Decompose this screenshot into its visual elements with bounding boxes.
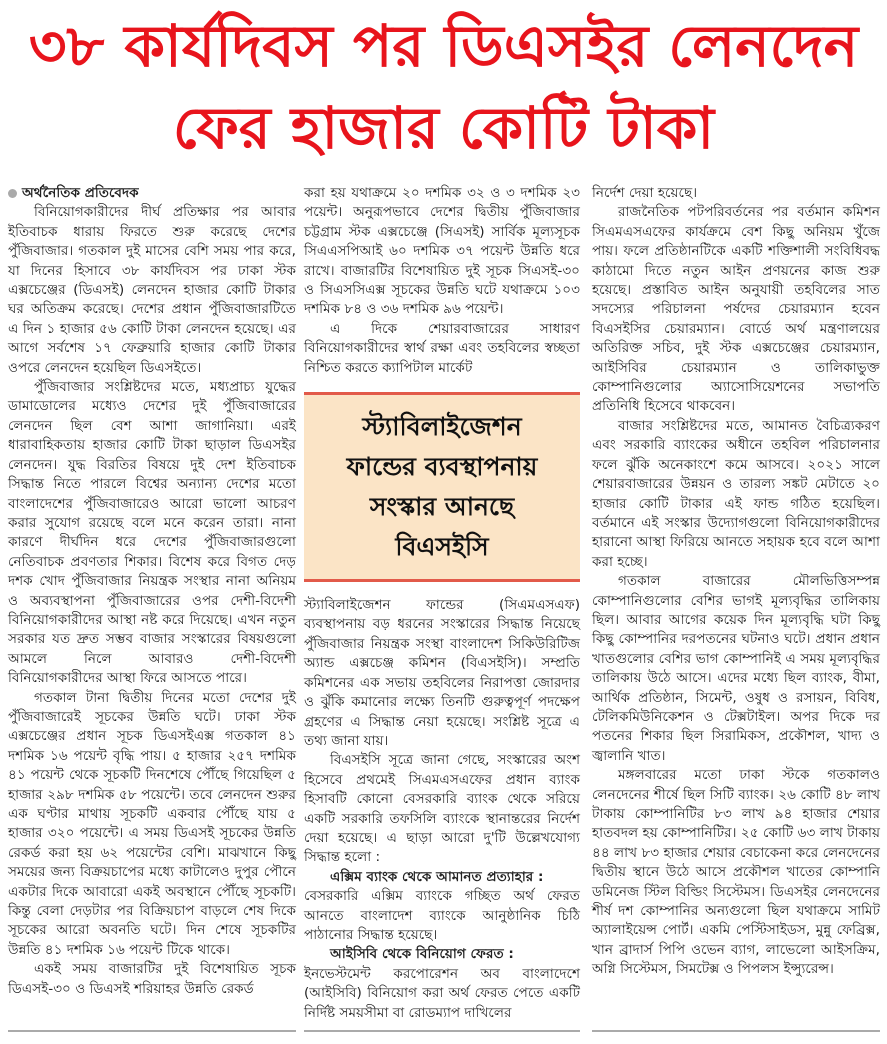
article-column-3	[592, 184, 880, 980]
pull-quote-line: সংস্কার আনছে	[369, 492, 515, 522]
paragraph: রাজনৈতিক পটপরিবর্তনের পর বর্তমান কমিশন সিএমএসএফের কার্যক্রমে বেশ কিছু অনিয়ম খুঁজে পায়। ফলে প্রতিষ্ঠানটিকে একটি শক্তিশালী সংবিধিবদ্ধ কাঠামো দিতে নতুন আইন প্রণয়নের কাজ শুরু হয়েছে। প্রস্তাবিত আইন অনুযায়ী তহবিলের সাত সদস্যের পরিচালনা পর্ষদের চেয়ারম্যান হবেন বিএসইসির চেয়ারম্যান। বোর্ডে অর্থ মন্ত্রণালয়ের অতিরিক্ত সচিব, দুই স্টক এক্সচেঞ্জের চেয়ারম্যান, আইসিবির চেয়ারম্যান ও তালিকাভুক্ত কোম্পানিগুলোর অ্যাসোসিয়েশনের সভাপতি প্রতিনিধি হিসেবে থাকবেন।	[592, 204, 880, 415]
subheading: আইসিবি থেকে বিনিয়োগ ফেরত :	[330, 946, 514, 963]
byline	[8, 184, 296, 203]
paragraph: নির্দেশ দেয়া হয়েছে।	[592, 185, 698, 201]
pull-quote-line: বিএসইসি	[395, 532, 489, 562]
pull-quote-line: স্ট্যাবিলাইজেশন	[362, 412, 522, 442]
paragraph: গতকাল বাজারের মৌলভিত্তিসম্পন্ন কোম্পানিগুলোর বেশির ভাগই মূল্যবৃদ্ধির তালিকায় ছিল। আবার আগের কয়েক দিন মূল্যবৃদ্ধি ঘটা কিছু কিছু কোম্পানির দরপতনের ঘটনাও ঘটে। প্রধান প্রধান খাতগুলোর বেশির ভাগ কোম্পানিই এ সময় মূল্যবৃদ্ধির তালিকায় উঠে আসে। এদের মধ্যে ছিল ব্যাংক, বীমা, আর্থিক প্রতিষ্ঠান, সিমেন্ট, ওষুধ ও রসায়ন, বিবিধ, টেলিকমিউনিকেশন ও টেক্সটাইল। অপর দিকে দর পতনের শিকার ছিল সিরামিকস, প্রকৌশল, খাদ্য ও জ্বালানি খাত।	[592, 573, 880, 764]
headline-line-1: ৩৮ কার্যদিবস পর ডিএসইর লেনদেন	[28, 12, 859, 80]
paragraph: বিনিয়োগকারীদের দীর্ঘ প্রতিক্ষার পর আবার ইতিবাচক ধারায় ফিরতে শুরু করেছে দেশের পুঁজিবাজার। গতকাল দুই মাসের বেশি সময় পার করে, যা দিনের হিসাবে ৩৮ কার্যদিবস পর ঢাকা স্টক এক্সচেঞ্জের (ডিএসই) লেনদেন হাজার কোটি টাকার ঘর অতিক্রম করেছে। দেশের প্রধান পুঁজিবাজারটিতে এ দিন ১ হাজার ৫৬ কোটি টাকা লেনদেন হয়েছে। এর আগে সর্বশেষ ১৭ ফেব্রুয়ারি হাজার কোটি টাকার ওপরে লেনদেন হয়েছিল ডিএসইতে।	[8, 204, 296, 376]
subheading: এক্সিম ব্যাংক থেকে আমানত প্রত্যাহার :	[330, 868, 544, 885]
paragraph: এ দিকে শেয়ারবাজারের সাধারণ বিনিয়োগকারীদের স্বার্থ রক্ষা এবং তহবিলের স্বচ্ছতা নিশ্চিত করতে ক্যাপিটাল মার্কেট	[304, 320, 580, 376]
paragraph: করা হয় যথাক্রমে ২০ দশমিক ৩২ ও ৩ দশমিক ২৩ পয়েন্ট। অনুরূপভাবে দেশের দ্বিতীয় পুঁজিবাজার চট্টগ্রাম স্টক এক্সচেঞ্জে (সিএসই) সার্বিক মূল্যসূচক সিএএসপিআই ৬০ দশমিক ৩৭ পয়েন্ট উন্নতি ধরে রাখে। বাজারটির বিশেষায়িত দুই সূচক সিএসই-৩০ ও সিএসসিএক্স সূচকের উন্নতি ঘটে যথাক্রমে ১০৩ দশমিক ৮৪ ও ৩৬ দশমিক ৯৬ পয়েন্ট।	[304, 185, 580, 318]
paragraph: একই সময় বাজারটির দুই বিশেষায়িত সূচক ডিএসই-৩০ ও ডিএসই শরিয়াহর উন্নতি রেকর্ড	[8, 961, 296, 997]
column-rule	[8, 1030, 296, 1032]
paragraph: বেসরকারি এক্সিম ব্যাংকে গচ্ছিত অর্থ ফেরত আনতে বাংলাদেশ ব্যাংকে আনুষ্ঠানিক চিঠি পাঠানোর সিদ্ধান্ত হয়েছে।	[304, 888, 580, 943]
paragraph: পুঁজিবাজার সংশ্লিষ্টদের মতে, মধ্যপ্রাচ্য যুদ্ধের ডামাডোলের মধ্যেও দেশের দুই পুঁজিবাজারের লেনদেন ছিল বেশ আশা জাগানিয়া। এরই ধারাবাহিকতায় হাজার কোটি টাকা ছাড়াল ডিএসইর লেনদেন। যুদ্ধ বিরতির বিষয়ে দুই দেশ ইতিবাচক সিদ্ধান্ত নিতে পারলে বিশ্বের অন্যান্য দেশের মতো বাংলাদেশের পুঁজিবাজারেও আরো ভালো আচরণ করার সুযোগ রয়েছে বলে মনে করেন তারা। নানা কারণে দীর্ঘদিন ধরে দেশের পুঁজিবাজারগুলো নেতিবাচক প্রবণতার শিকার। বিশেষ করে বিগত দেড় দশক খোদ পুঁজিবাজার নিয়ন্ত্রক সংস্থার নানা অনিয়ম ও অব্যবস্থাপনা পুঁজিবাজারের ওপর দেশী-বিদেশী বিনিয়োগকারীদের আস্থা নষ্ট করে দিয়েছে। এখন নতুন সরকার যত দ্রুত সম্ভব বাজার সংস্কারের বিষয়গুলো আমলে নিলে আবারও দেশী-বিদেশী বিনিয়োগকারীদের আস্থা ফিরে আসতে পারে।	[8, 379, 296, 687]
bullet-icon	[8, 189, 17, 198]
article-column-2	[304, 184, 580, 1023]
paragraph: গতকাল টানা দ্বিতীয় দিনের মতো দেশের দুই পুঁজিবাজারেই সূচকের উন্নতি ঘটে। ঢাকা স্টক এক্সচেঞ্জের প্রধান সূচক ডিএসইএক্স গতকাল ৪১ দশমিক ১৬ পয়েন্ট বৃদ্ধি পায়। ৫ হাজার ২৫৭ দশমিক ৪১ পয়েন্ট থেকে সূচকটি দিনশেষে পৌঁছে গিয়েছিল ৫ হাজার ২৯৮ দশমিক ৫৮ পয়েন্টে। তবে লেনদেন শুরুর এক ঘণ্টার মাথায় সূচকটি একবার পৌঁছে যায় ৫ হাজার ৩২০ পয়েন্টে। এ সময় ডিএসই সূচকের উন্নতি রেকর্ড করা হয় ৬২ পয়েন্টের বেশি। মাঝখানে কিছু সময়ের জন্য বিক্রয়চাপের মধ্যে কাটালেও দুপুর পৌনে একটার দিকে আবারো একই অবস্থানে পৌঁছে সূচকটি। কিন্তু বেলা দেড়টার পর বিক্রিয়চাপ বাড়লে শেষ দিকে সূচকের আরো অবনতি ঘটে। দিন শেষে সূচকটির উন্নতি ৪১ দশমিক ১৬ পয়েন্ট টিকে থাকে।	[8, 689, 296, 958]
headline-line-2: ফের হাজার কোটি টাকা	[172, 94, 715, 162]
column-rule	[592, 1030, 880, 1032]
article-column-1	[8, 184, 296, 999]
byline-text: অর্থনৈতিক প্রতিবেদক	[22, 185, 139, 201]
column-rule	[304, 1030, 580, 1032]
paragraph: বাজার সংশ্লিষ্টদের মতে, আমানত বৈচিত্র্যকরণ এবং সরকারি ব্যাংকের অধীনে তহবিল পরিচালনার ফলে ঝুঁকি অনেকাংশে কমে আসবে। ২০২১ সালে শেয়ারবাজারের উন্নয়ন ও তারল্য সঙ্কট মেটাতে ২০ হাজার কোটি টাকার এই ফান্ড গঠিত হয়েছিল। বর্তমানে এই সংস্কার উদ্যোগগুলো বিনিয়োগকারীদের হারানো আস্থা ফিরিয়ে আনতে সহায়ক হবে বলে আশা করা হচ্ছে।	[592, 417, 880, 570]
paragraph: বিএসইসি সূত্রে জানা গেছে, সংস্কারের অংশ হিসেবে প্রথমেই সিএমএসএফের প্রধান ব্যাংক হিসাবটি কোনো বেসরকারি ব্যাংক থেকে সরিয়ে একটি সরকারি তফসিলি ব্যাংকে স্থানান্তরের নির্দেশ দেয়া হয়েছে। এ ছাড়া আরো দু'টি উল্লেখযোগ্য সিদ্ধান্ত হলো :	[304, 752, 580, 866]
paragraph: ইনভেস্টমেন্ট করপোরেশন অব বাংলাদেশে (আইসিবি) বিনিয়োগ করা অর্থ ফেরত পেতে একটি নির্দিষ্ট সময়সীমা বা রোডম্যাপ দাখিলের	[304, 965, 580, 1021]
pull-quote	[304, 392, 580, 582]
pull-quote-line: ফান্ডের ব্যবস্থাপনায়	[346, 452, 538, 482]
paragraph: মঙ্গলবারের মতো ঢাকা স্টকে গতকালও লেনদেনের শীর্ষে ছিল সিটি ব্যাংক। ২৬ কোটি ৪৮ লাখ টাকায় কোম্পানিটির ৮৩ লাখ ৯৪ হাজার শেয়ার হাতবদল হয় কোম্পানিটির। ২৫ কোটি ৬৩ লাখ টাকায় ৪৪ লাখ ৮৩ হাজার শেয়ার বেচাকেনা করে লেনদেনের দ্বিতীয় স্থানে উঠে আসে প্রকৌশল খাতের কোম্পানি ডমিনেজ স্টিল বিল্ডিং সিস্টেমস। ডিএসইর লেনদেনের শীর্ষ দশ কোম্পানির অন্যগুলো ছিল যথাক্রমে সামিট অ্যালাইয়েন্স পোর্ট। একমি পেস্টিসাইডস, মুন্নু ফেব্রিক্স, খান ব্রাদার্স পিপি ওভেন ব্যাগ, লাভেলো আইসক্রিম, অগ্নি সিস্টেমস, সিমটেক্স ও পিপলস ইন্স্যুরেন্স।	[592, 767, 880, 978]
paragraph: স্ট্যাবিলাইজেশন ফান্ডের (সিএমএসএফ) ব্যবস্থাপনায় বড় ধরনের সংস্কারের সিদ্ধান্ত নিয়েছে পুঁজিবাজার নিয়ন্ত্রক সংস্থা বাংলাদেশ সিকিউরিটিজ অ্যান্ড এক্সচেঞ্জ কমিশন (বিএসইসি)। সম্প্রতি কমিশনের এক সভায় তহবিলের নিরাপত্তা জোরদার ও ঝুঁকি কমানোর লক্ষ্যে তিনটি গুরুত্বপূর্ণ পদক্ষেপ গ্রহণের এ সিদ্ধান্ত নেয়া হয়েছে। সংশ্লিষ্ট সূত্রে এ তথ্য জানা যায়।	[304, 597, 580, 749]
